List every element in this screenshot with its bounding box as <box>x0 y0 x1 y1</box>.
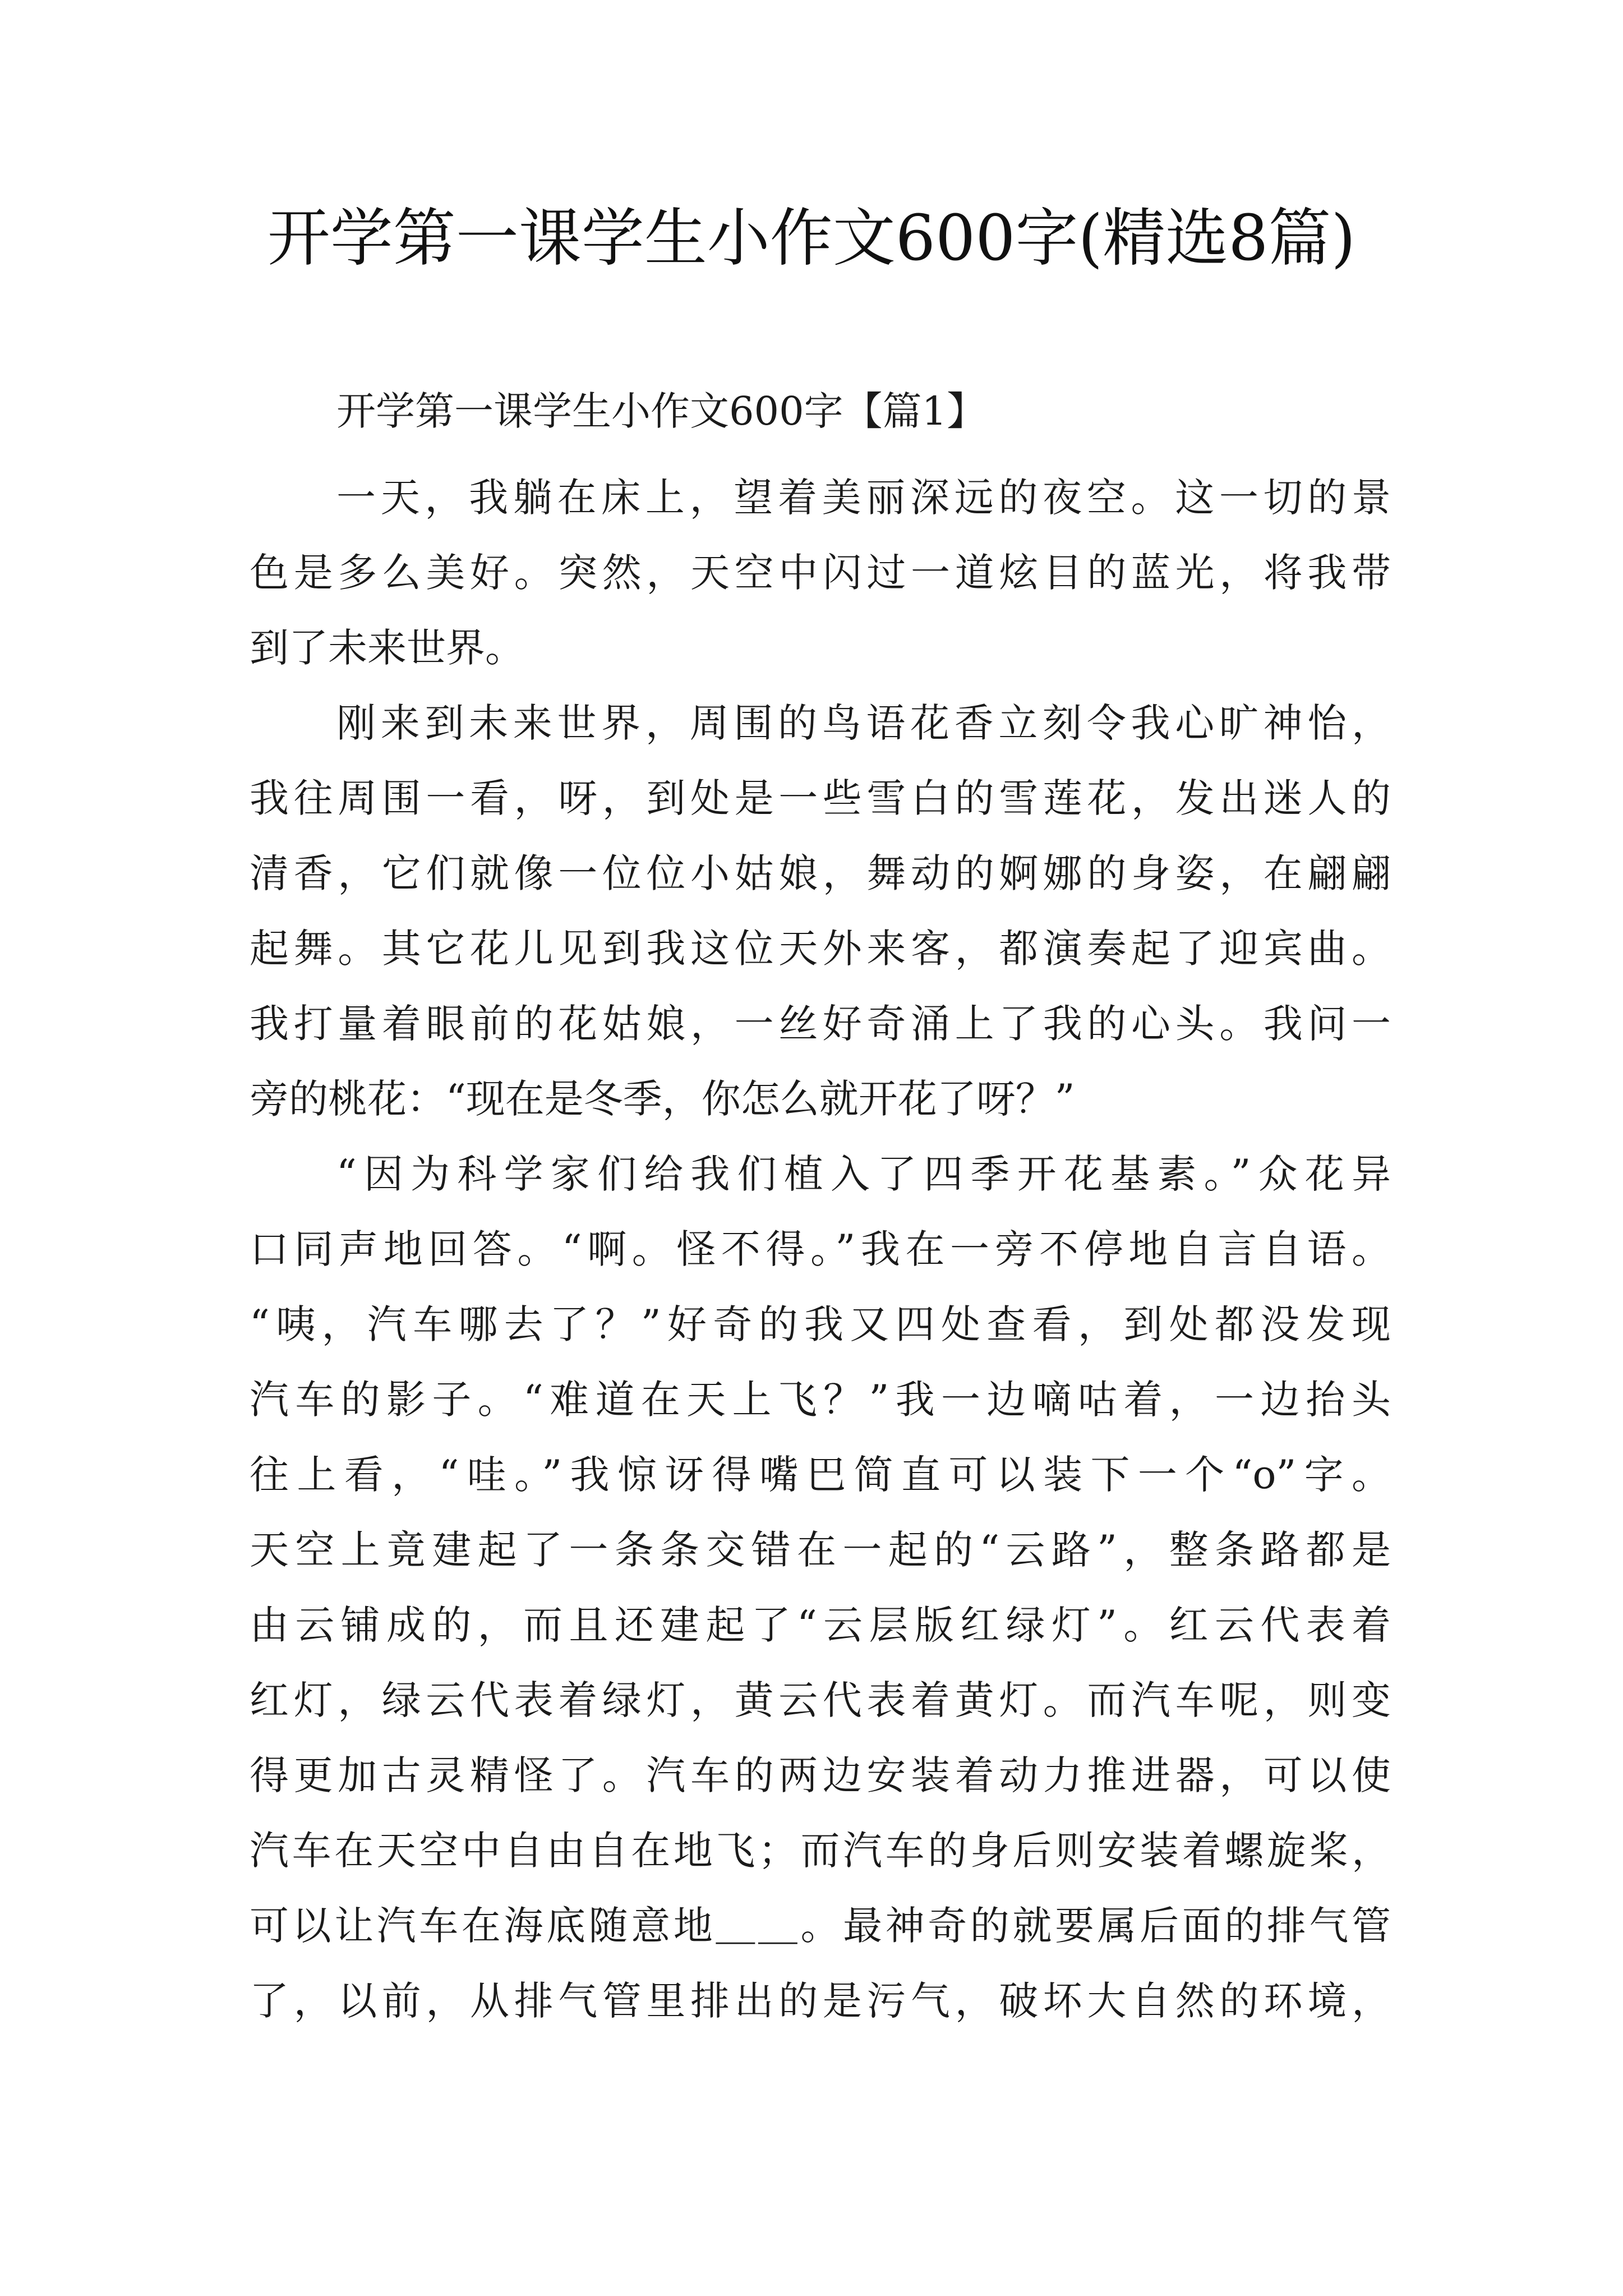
section-heading: 开学第一课学生小作文600字【篇1】 <box>336 388 986 434</box>
essay-line: 由云铺成的，而且还建起了“云层版红绿灯”。红云代表着 <box>250 1602 1391 1648</box>
essay-line: 口同声地回答。“啊。怪不得。”我在一旁不停地自言自语。 <box>250 1226 1391 1272</box>
essay-line: 刚来到未来世界，周围的鸟语花香立刻令我心旷神怡， <box>336 700 1391 746</box>
essay-line: 红灯，绿云代表着绿灯，黄云代表着黄灯。而汽车呢，则变 <box>250 1677 1391 1723</box>
essay-line: 一天，我躺在床上，望着美丽深远的夜空。这一切的景 <box>336 475 1391 521</box>
essay-line: 汽车的影子。“难道在天上飞？”我一边嘀咕着，一边抬头 <box>250 1377 1391 1423</box>
essay-line: “因为科学家们给我们植入了四季开花基素。”众花异 <box>336 1151 1391 1197</box>
essay-line: 可以让汽车在海底随意地＿＿。最神奇的就要属后面的排气管 <box>250 1903 1391 1949</box>
essay-line: 汽车在天空中自由自在地飞；而汽车的身后则安装着螺旋桨， <box>250 1828 1391 1874</box>
essay-line: 我打量着眼前的花姑娘，一丝好奇涌上了我的心头。我问一 <box>250 1001 1391 1047</box>
essay-line: 天空上竟建起了一条条交错在一起的“云路”，整条路都是 <box>250 1527 1391 1573</box>
essay-line: 了，以前，从排气管里排出的是污气，破坏大自然的环境， <box>250 1978 1391 2024</box>
essay-line: 清香，它们就像一位位小姑娘，舞动的婀娜的身姿，在翩翩 <box>250 850 1391 896</box>
essay-line: 到了未来世界。 <box>250 625 524 671</box>
essay-line: 色是多么美好。突然，天空中闪过一道炫目的蓝光，将我带 <box>250 550 1391 596</box>
essay-line: 往上看，“哇。”我惊讶得嘴巴简直可以装下一个“o”字。 <box>250 1452 1391 1498</box>
essay-line: 旁的桃花：“现在是冬季，你怎么就开花了呀？” <box>250 1076 1075 1122</box>
essay-line: “咦，汽车哪去了？”好奇的我又四处查看，到处都没发现 <box>250 1301 1391 1347</box>
essay-body <box>250 460 1391 2039</box>
essay-line: 我往周围一看，呀，到处是一些雪白的雪莲花，发出迷人的 <box>250 775 1391 821</box>
essay-line: 起舞。其它花儿见到我这位天外来客，都演奏起了迎宾曲。 <box>250 926 1391 972</box>
essay-line: 得更加古灵精怪了。汽车的两边安装着动力推进器，可以使 <box>250 1752 1391 1798</box>
document-title: 开学第一课学生小作文600字(精选8篇) <box>267 202 1356 275</box>
